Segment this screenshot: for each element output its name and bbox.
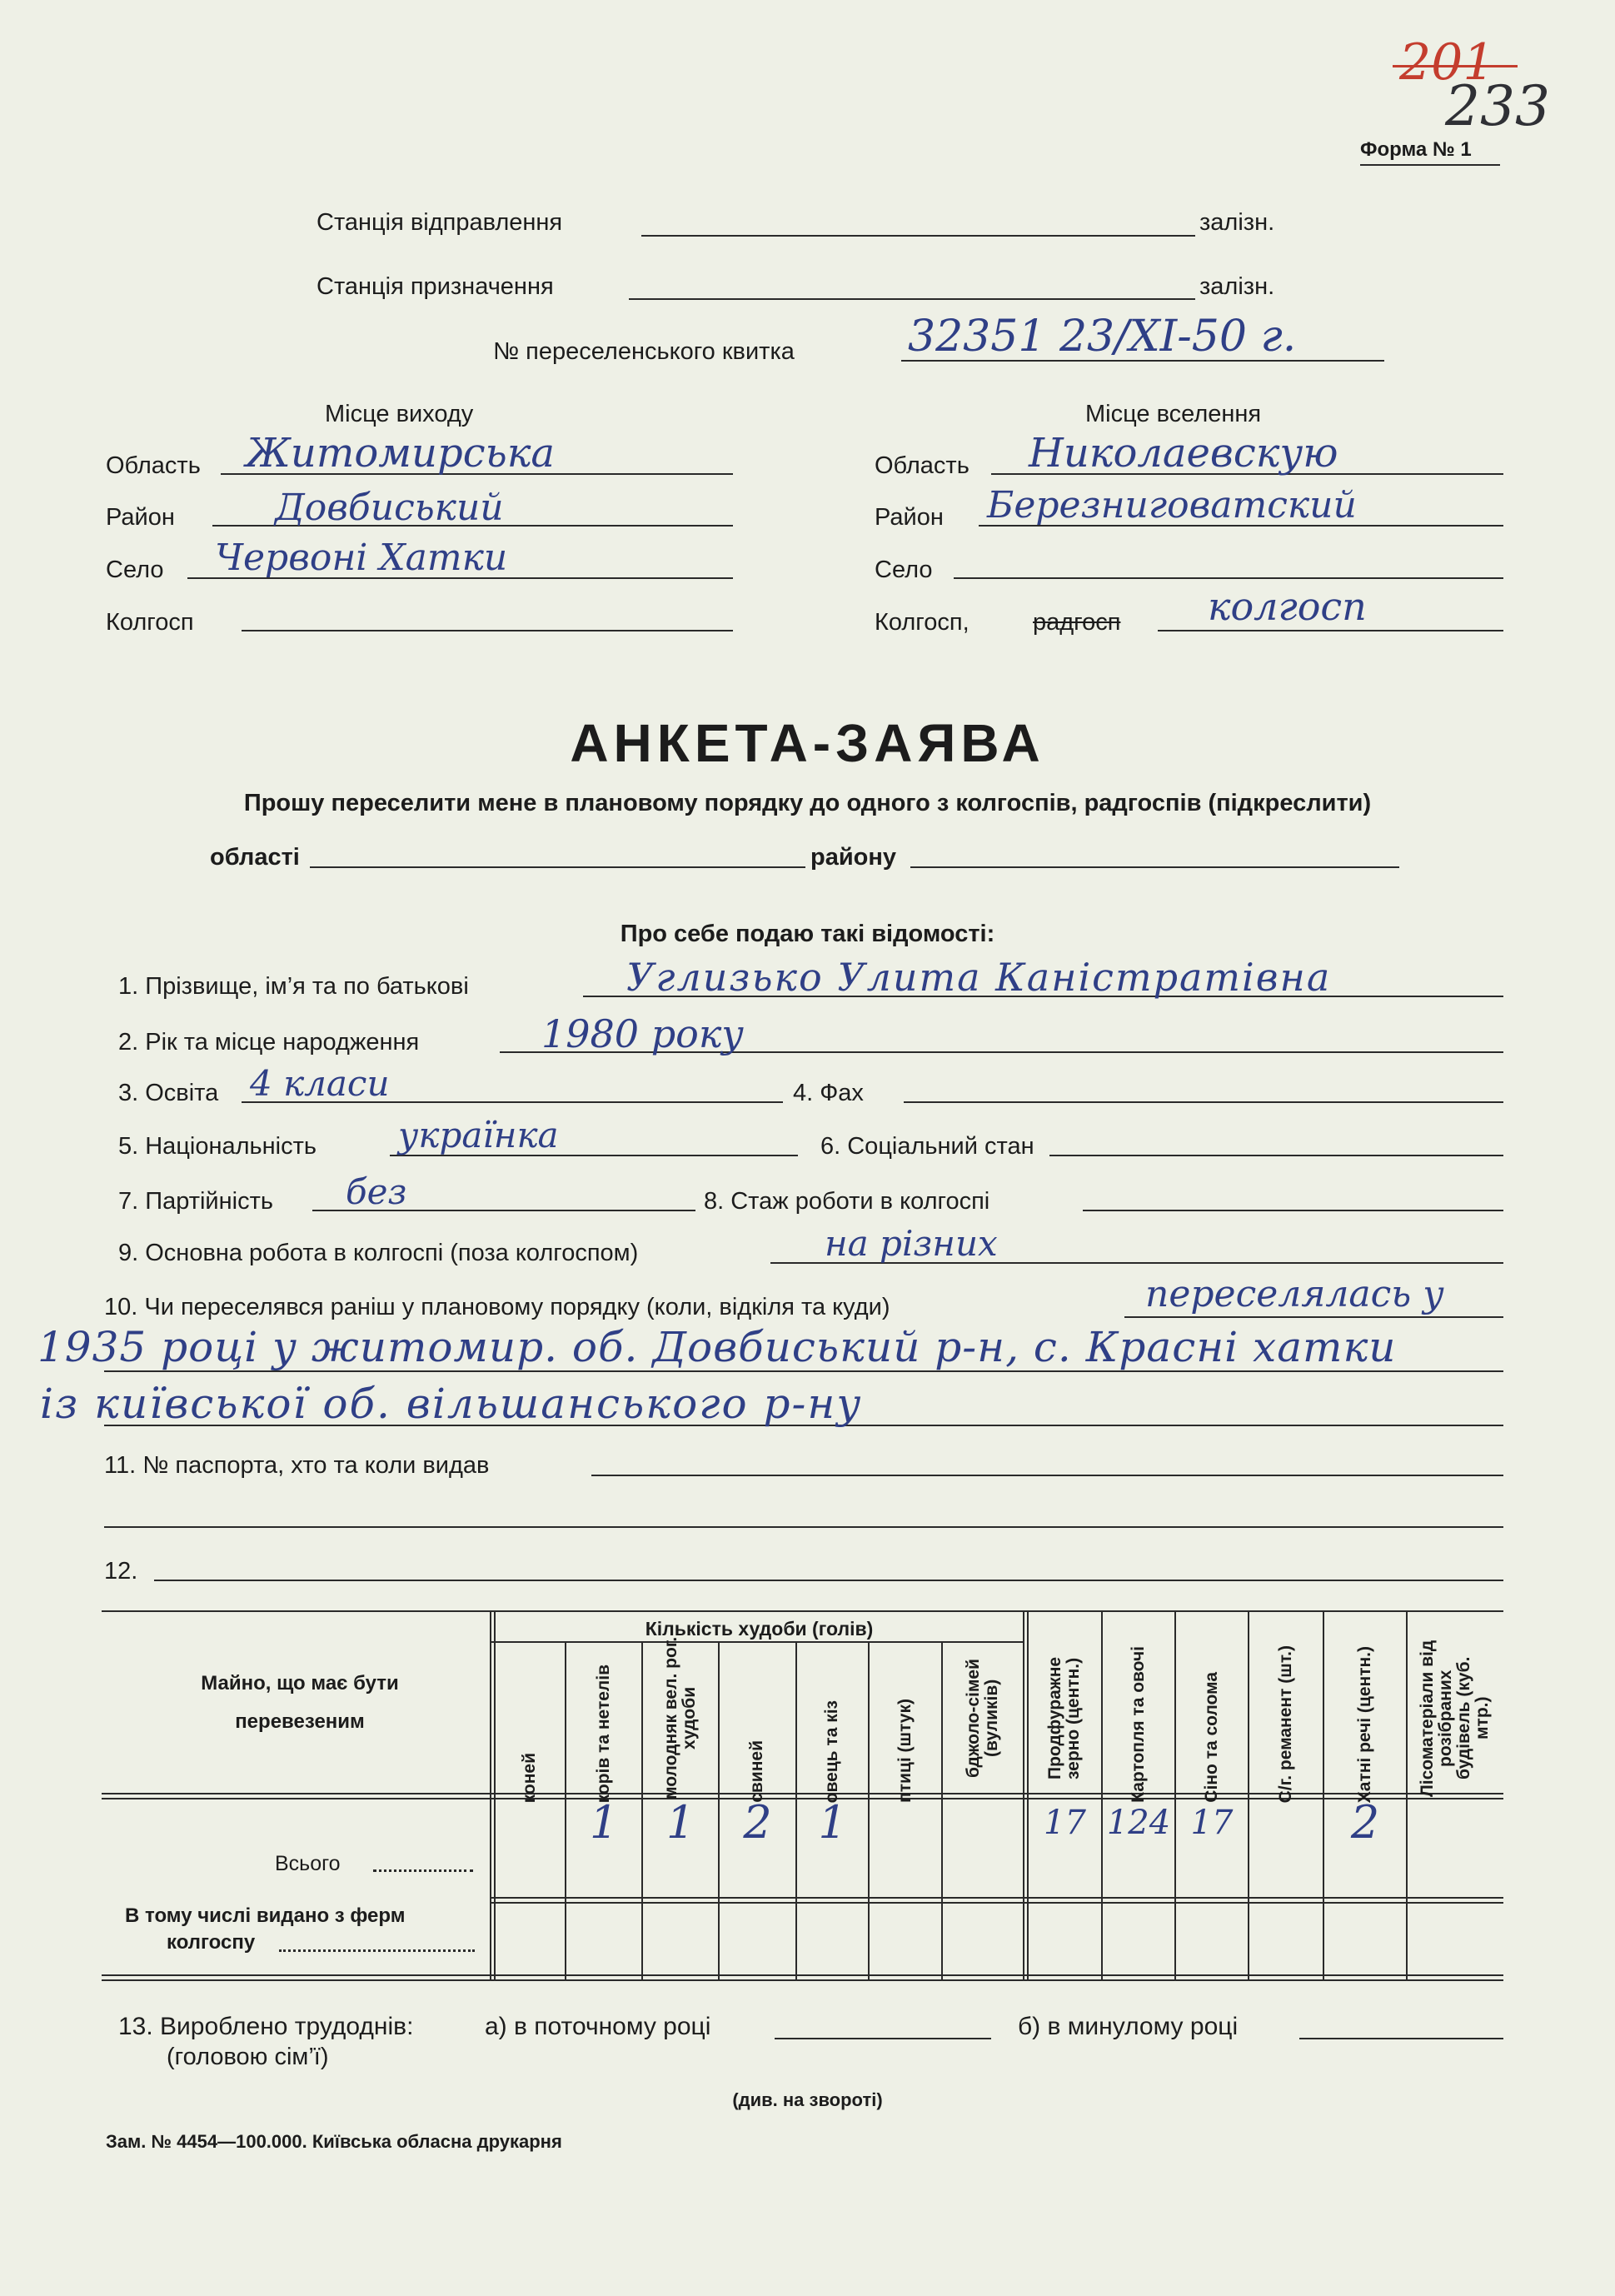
origin-selo-value: Червоні Хатки (215, 537, 508, 579)
col-header-farm-tools: С/г. реманент (шт.) (1275, 1645, 1295, 1803)
total-cows: 1 (589, 1796, 619, 1849)
field-1-label: 1. Прізвище, ім’я та по батькові (118, 973, 469, 1000)
document-title: АНКЕТА-ЗАЯВА (570, 713, 1045, 773)
form-number: Форма № 1 (1360, 138, 1472, 161)
origin-oblast-value: Житомирська (246, 430, 555, 477)
destination-heading: Місце вселення (1085, 401, 1262, 427)
raionu-label: району (810, 844, 897, 871)
table-bottom-border-2 (102, 1979, 1503, 1981)
field-13-sub: (головою сім’ї) (167, 2044, 329, 2070)
ticket-number: 32351 23/XI-50 г. (908, 312, 1297, 362)
field-7-label: 7. Партійність (118, 1188, 273, 1215)
col-header-grain: Продфуражне зерно (центн.) (1045, 1656, 1084, 1780)
destination-oblast-label: Область (875, 452, 969, 479)
field-9-value: на різних (825, 1223, 998, 1264)
col-header-horses: коней (520, 1752, 540, 1803)
row-farms-label-2: колгоспу (167, 1931, 256, 1954)
origin-raion-value: Довбиський (275, 487, 504, 529)
request-text: Прошу переселити мене в плановому порядку до одного з колгоспів, радгоспів (підкреслити) (243, 790, 1372, 816)
destination-station-suffix: залізн. (1199, 273, 1275, 300)
col-header-hay: Сіно та солома (1201, 1672, 1221, 1803)
origin-heading: Місце виходу (325, 401, 474, 427)
col-divider-7 (1023, 1610, 1024, 1979)
field-2-value: 1980 року (541, 1011, 744, 1056)
oblasti-label: області (210, 844, 300, 871)
col-header-poultry: птиці (штук) (895, 1699, 915, 1803)
field-4-label: 4. Фах (793, 1080, 864, 1106)
archive-strike-line (1393, 65, 1518, 67)
origin-kolhosp-line (242, 630, 733, 631)
destination-selo-line (954, 577, 1503, 579)
field-9-label: 9. Основна робота в колгоспі (поза колгоспом) (118, 1240, 639, 1266)
form-number-underline (1360, 164, 1500, 166)
destination-raion-label: Район (875, 504, 944, 531)
printer-imprint: Зам. № 4454—100.000. Київська обласна друкарня (106, 2131, 562, 2152)
field-13-a-line (775, 2038, 991, 2039)
destination-oblast-value: Николаевскую (1029, 430, 1338, 477)
col-divider-0 (490, 1610, 491, 1979)
col-header-cows: корів та нетелів (593, 1664, 613, 1803)
field-11-label: 11. № паспорта, хто та коли видав (104, 1452, 490, 1479)
field-11-line-2 (104, 1526, 1503, 1528)
field-5-value: українка (398, 1115, 559, 1155)
destination-raion-value: Березниговатский (987, 484, 1357, 527)
departure-station-line (641, 235, 1195, 237)
destination-radhosp-label: радгосп (1033, 609, 1121, 636)
field-3-label: 3. Освіта (118, 1080, 219, 1106)
row-farms-dots (279, 1949, 475, 1952)
field-8-line (1083, 1210, 1503, 1211)
field-13-label: 13. Вироблено трудоднів: (118, 2013, 414, 2040)
ticket-label: № переселенського квитка (493, 338, 795, 365)
col-header-timber: Лісоматеріали від розібраних будівель (куб. мтр.) (1418, 1640, 1493, 1797)
total-pigs: 2 (743, 1796, 772, 1849)
field-6-label: 6. Соціальний стан (820, 1133, 1034, 1160)
field-3-value: 4 класи (250, 1063, 390, 1104)
origin-oblast-label: Область (106, 452, 201, 479)
about-heading: Про себе подаю такі відомості: (620, 921, 995, 947)
total-household-goods: 2 (1350, 1796, 1380, 1849)
row-farms-label-1: В тому числі видано з ферм (125, 1904, 406, 1927)
origin-kolhosp-label: Колгосп (106, 609, 194, 636)
origin-selo-label: Село (106, 557, 164, 583)
field-10-line-1 (1124, 1316, 1503, 1318)
col-header-household-goods: Хатні речі (центн.) (1354, 1645, 1374, 1803)
field-1-value: Углизько Улита Каністратівна (626, 955, 1332, 1000)
field-10-value-2: 1935 році у житомир. об. Довбиський р-н, с. Красні хатки (37, 1323, 1397, 1371)
field-12-label: 12. (104, 1558, 138, 1585)
total-hay: 17 (1190, 1804, 1234, 1842)
destination-kolhosp-label: Колгосп, (875, 609, 969, 636)
field-2-label: 2. Рік та місце народження (118, 1029, 420, 1056)
field-12-line (154, 1580, 1503, 1581)
field-10-value-1: переселялась у (1145, 1273, 1444, 1315)
field-7-value: без (346, 1171, 407, 1212)
field-13-a-label: а) в поточному році (485, 2013, 711, 2040)
destination-kolhosp-line (1158, 630, 1503, 631)
total-potatoes: 124 (1106, 1804, 1171, 1842)
col-header-young-cattle: молодняк вел. рог. худоби (660, 1636, 699, 1800)
departure-station-suffix: залізн. (1199, 209, 1275, 236)
livestock-header: Кількість худоби (голів) (645, 1618, 874, 1640)
field-10-label: 10. Чи переселявся раніш у плановому порядку (коли, відкіля та куди) (104, 1294, 890, 1320)
total-sheep-goats: 1 (818, 1796, 847, 1849)
field-5-label: 5. Національність (118, 1133, 317, 1160)
total-grain: 17 (1044, 1804, 1086, 1842)
origin-raion-label: Район (106, 504, 175, 531)
destination-selo-label: Село (875, 557, 933, 583)
raionu-line (910, 866, 1399, 868)
row-total-label: Всього (275, 1852, 341, 1875)
field-4-line (904, 1101, 1503, 1103)
total-young-cattle: 1 (665, 1796, 695, 1849)
destination-station-line (629, 298, 1195, 300)
table-top-border (102, 1610, 1503, 1612)
col-header-sheep-goats: овець та кіз (822, 1700, 842, 1803)
row-total-dots (373, 1869, 473, 1872)
table-bottom-border (102, 1974, 1503, 1976)
col-header-bee-colonies: бджоло-сімей (вуликів) (963, 1659, 1001, 1778)
oblasti-line (310, 866, 805, 868)
field-8-label: 8. Стаж роботи в колгоспі (704, 1188, 990, 1215)
crossed-archive-number: 201 (1399, 33, 1495, 92)
archive-page-number: 233 (1445, 74, 1550, 138)
field-10-value-3: із київської об. вільшанського р-ну (40, 1380, 863, 1428)
see-back-note: (див. на звороті) (732, 2089, 883, 2110)
field-11-line-1 (591, 1475, 1503, 1476)
field-6-line (1049, 1155, 1503, 1156)
departure-station-label: Станція відправлення (317, 209, 563, 236)
destination-kolhosp-value: колгосп (1208, 584, 1367, 629)
col-header-pigs: свиней (747, 1740, 767, 1803)
destination-station-label: Станція призначення (317, 273, 554, 300)
col-header-potatoes: Картопля та овочі (1128, 1646, 1148, 1803)
property-header: Майно, що має бути перевезеним (201, 1672, 399, 1733)
field-13-b-line (1299, 2038, 1503, 2039)
field-13-b-label: б) в минулому році (1018, 2013, 1239, 2040)
